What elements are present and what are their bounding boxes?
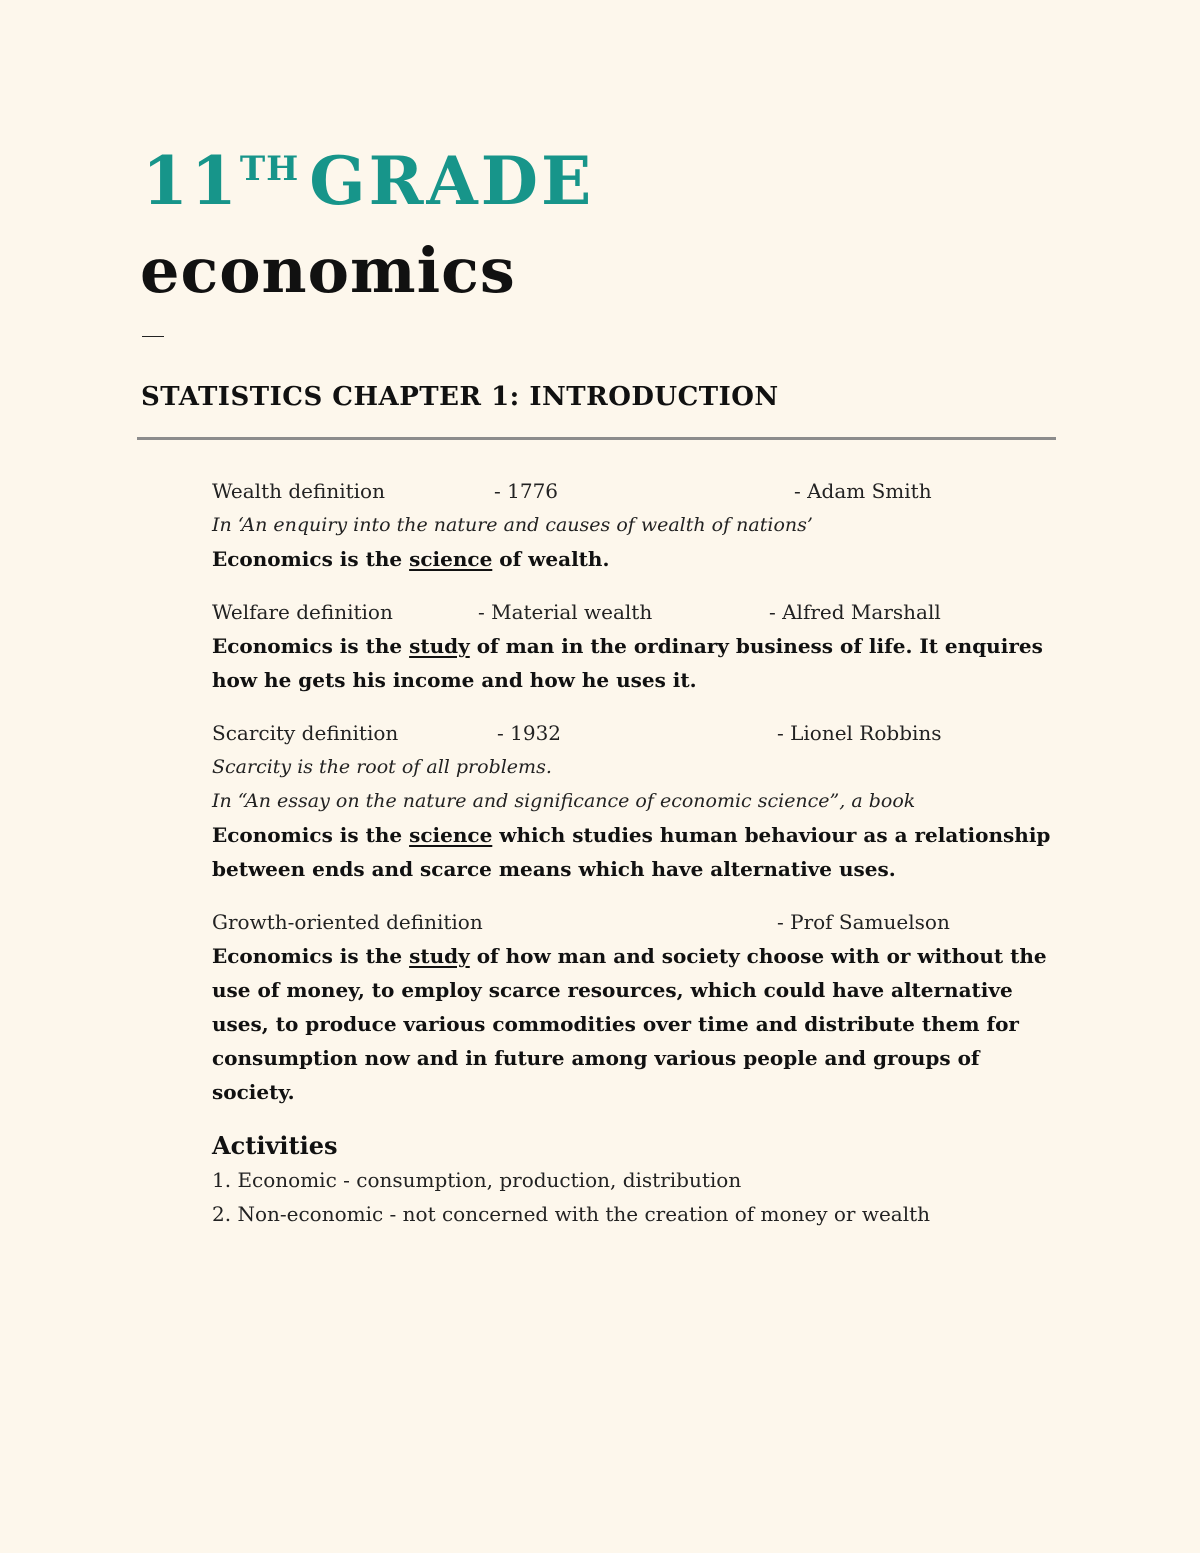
list-item: 2. Non-economic - not concerned with the creation of money or wealth	[212, 1202, 931, 1226]
grade-title	[142, 142, 595, 220]
statement-keyword: science	[409, 547, 493, 571]
definition-statement	[212, 939, 1062, 1109]
definition-statement	[212, 629, 1062, 697]
grade-suffix: TH	[239, 149, 300, 189]
definition-name: Scarcity definition	[212, 721, 399, 745]
statement-text: of man in the ordinary business of life. It enquires how he gets his income and how he uses it.	[212, 634, 1043, 692]
horizontal-rule	[137, 437, 1056, 440]
definition-detail: - 1932	[497, 721, 562, 745]
definition-name: Wealth definition	[212, 479, 385, 503]
definition-name: Growth-oriented definition	[212, 910, 483, 934]
definition-statement	[212, 818, 1062, 886]
list-item: 1. Economic - consumption, production, distribution	[212, 1168, 742, 1192]
statement-text: Economics is the	[212, 547, 410, 571]
subject-title: economics	[140, 234, 516, 307]
definition-author: - Lionel Robbins	[777, 721, 942, 745]
definition-note: In ‘An enquiry into the nature and causes of wealth of nations’	[212, 514, 813, 536]
definition-block	[212, 595, 1062, 697]
statement-text: of wealth.	[492, 547, 610, 571]
statement-text: Economics is the	[212, 823, 410, 847]
definition-statement	[212, 542, 1062, 576]
definition-note: Scarcity is the root of all problems.	[212, 756, 552, 778]
definition-name: Welfare definition	[212, 600, 393, 624]
definition-detail: - Material wealth	[478, 600, 653, 624]
definition-note: In “An essay on the nature and significance of economic science”, a book	[212, 790, 916, 812]
chapter-heading: STATISTICS CHAPTER 1: INTRODUCTION	[141, 382, 779, 412]
definition-meta	[212, 474, 1062, 508]
definition-meta	[212, 905, 1062, 939]
statement-keyword: science	[409, 823, 493, 847]
statement-text: Economics is the	[212, 634, 410, 658]
definition-meta	[212, 716, 1062, 750]
statement-text: which studies human behaviour as a relationship between ends and scarce means which have alternative uses.	[212, 823, 1051, 881]
statement-keyword: study	[409, 634, 470, 658]
activities-heading: Activities	[212, 1131, 338, 1160]
content-body	[212, 474, 1062, 1231]
statement-text: of how man and society choose with or without the use of money, to employ scarce resources, which could have alternative uses, to produce various commodities over time and distribute them for consumption now and in future among various people and groups of society.	[212, 944, 1047, 1104]
title-dash	[142, 336, 164, 337]
statement-keyword: study	[409, 944, 470, 968]
definition-block	[212, 905, 1062, 1109]
definition-block	[212, 716, 1062, 886]
definition-block	[212, 474, 1062, 576]
statement-text: Economics is the	[212, 944, 410, 968]
definition-meta	[212, 595, 1062, 629]
definition-detail: - 1776	[494, 479, 559, 503]
definition-author: - Alfred Marshall	[769, 600, 941, 624]
grade-word: GRADE	[309, 142, 595, 220]
definition-author: - Prof Samuelson	[777, 910, 950, 934]
definition-author: - Adam Smith	[794, 479, 932, 503]
grade-number: 11	[142, 142, 240, 220]
